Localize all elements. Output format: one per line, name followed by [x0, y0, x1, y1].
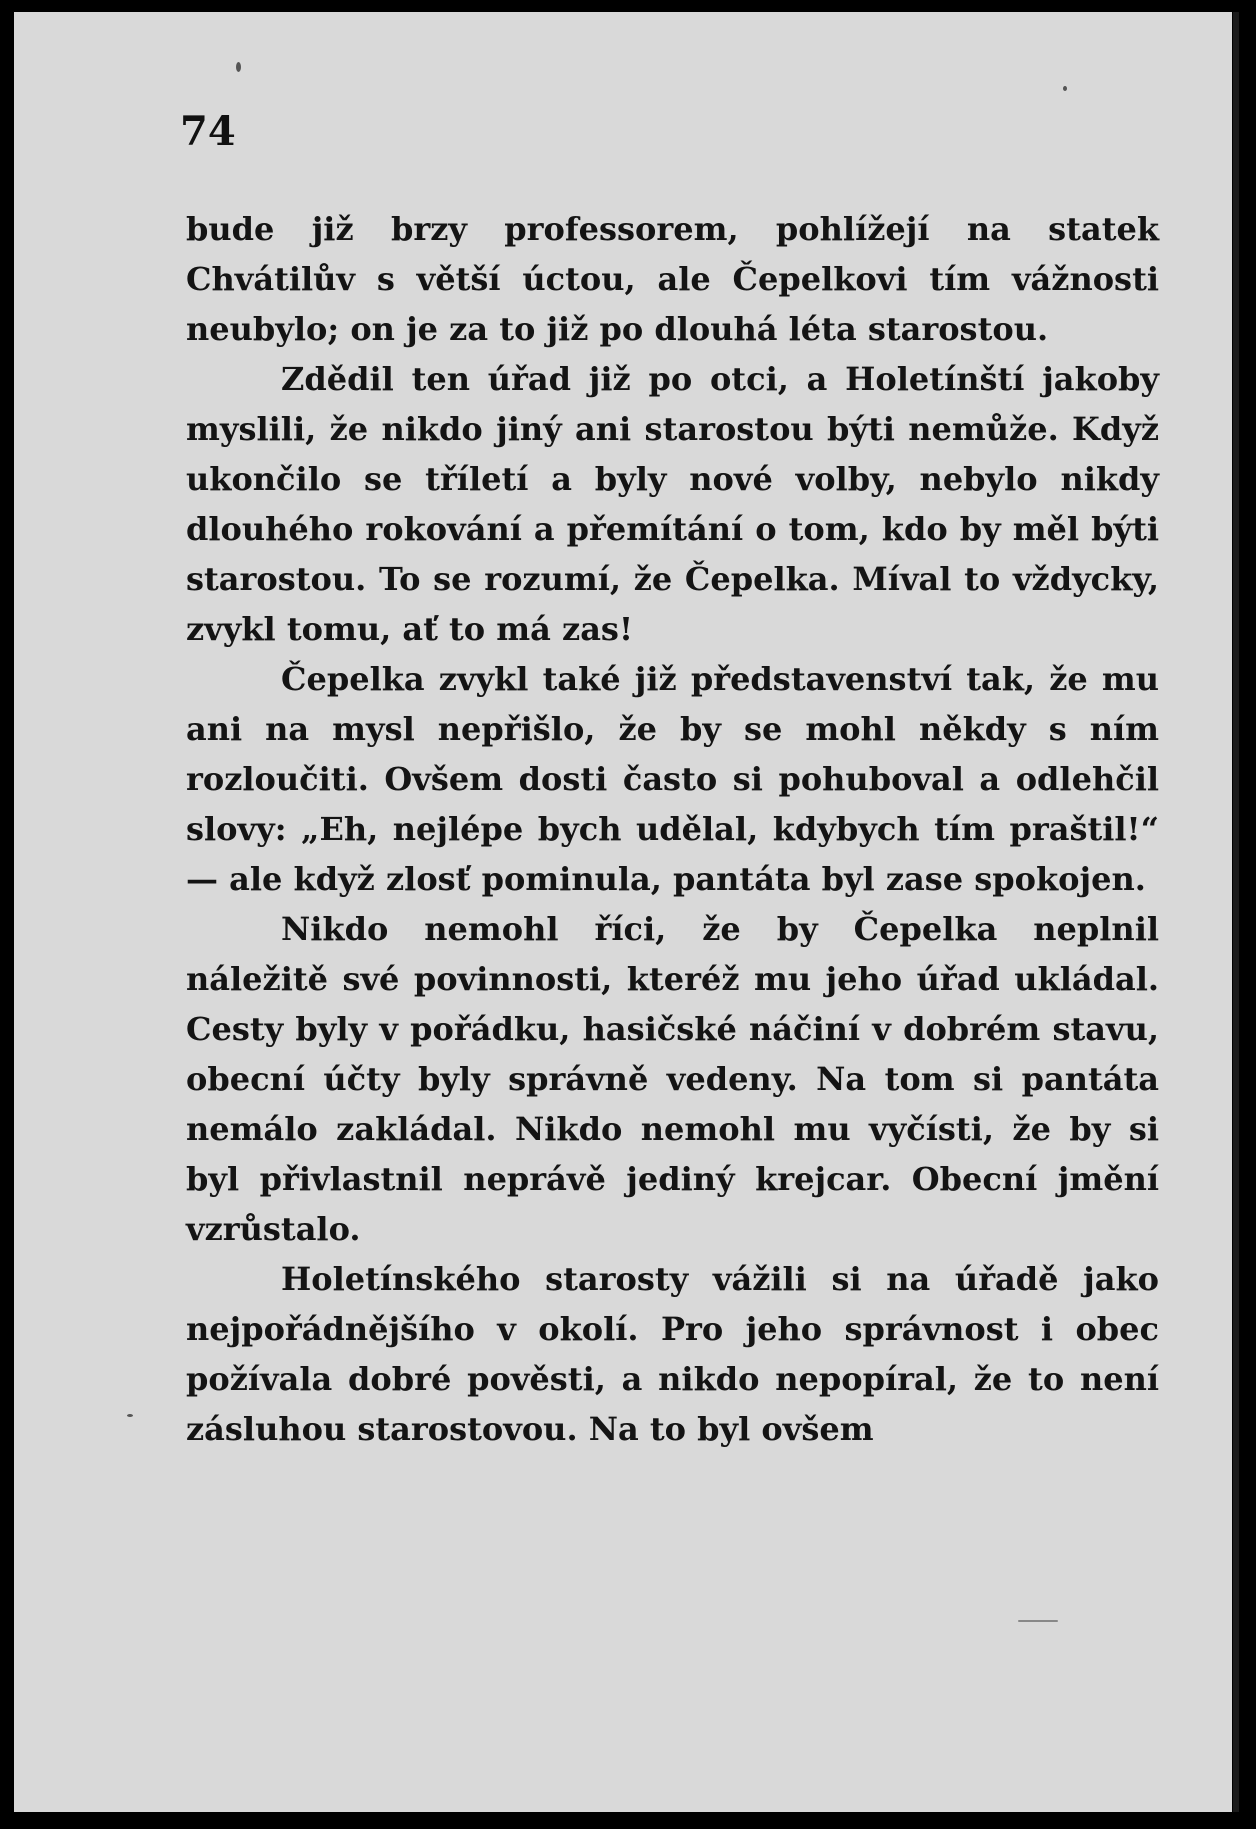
scan-speck [236, 62, 241, 72]
body-text [186, 204, 1159, 1454]
scan-speck [1018, 1620, 1058, 1622]
paragraph: Čepelka zvykl také již představenství tak, že mu ani na mysl nepřišlo, že by se mohl někdy s ním rozloučiti. Ovšem dosti často si pohuboval a odlehčil slovy: „Eh, nejlépe bych udělal, kdybych tím praštil!“ — ale když zlosť pominula, pantáta byl zase spokojen. [186, 660, 1159, 898]
paragraph: Holetínského starosty vážili si na úřadě jako nejpořádnějšího v okolí. Pro jeho správnost i obec požívala dobré pověsti, a nikdo nepopíral, že to není zásluhou starostovou. Na to byl ovšem [186, 1260, 1159, 1448]
page-number: 74 [180, 108, 236, 155]
paragraph: Nikdo nemohl říci, že by Čepelka neplnil náležitě své povinnosti, kteréž mu jeho úřad ukládal. Cesty byly v pořádku, hasičské náčiní v dobrém stavu, obecní účty byly správně vedeny. Na tom si pantáta nemálo zakládal. Nikdo nemohl mu vyčísti, že by si byl přivlastnil neprávě jediný krejcar. Obecní jmění vzrůstalo. [186, 910, 1159, 1248]
scan-speck [1063, 86, 1067, 91]
scan-speck [127, 1414, 133, 1417]
paragraph: bude již brzy professorem, pohlížejí na statek Chvátilův s větší úctou, ale Čepelkovi tím vážnosti neubylo; on je za to již po dlouhá léta starostou. [186, 210, 1159, 348]
paragraph: Zdědil ten úřad již po otci, a Holetínští jakoby myslili, že nikdo jiný ani starostou býti nemůže. Když ukončilo se tříletí a byly nové volby, nebylo nikdy dlouhého rokování a přemítání o tom, kdo by měl býti starostou. To se rozumí, že Čepelka. Míval to vždycky, zvykl tomu, ať to má zas! [186, 360, 1159, 648]
page-edge [1233, 12, 1239, 1812]
